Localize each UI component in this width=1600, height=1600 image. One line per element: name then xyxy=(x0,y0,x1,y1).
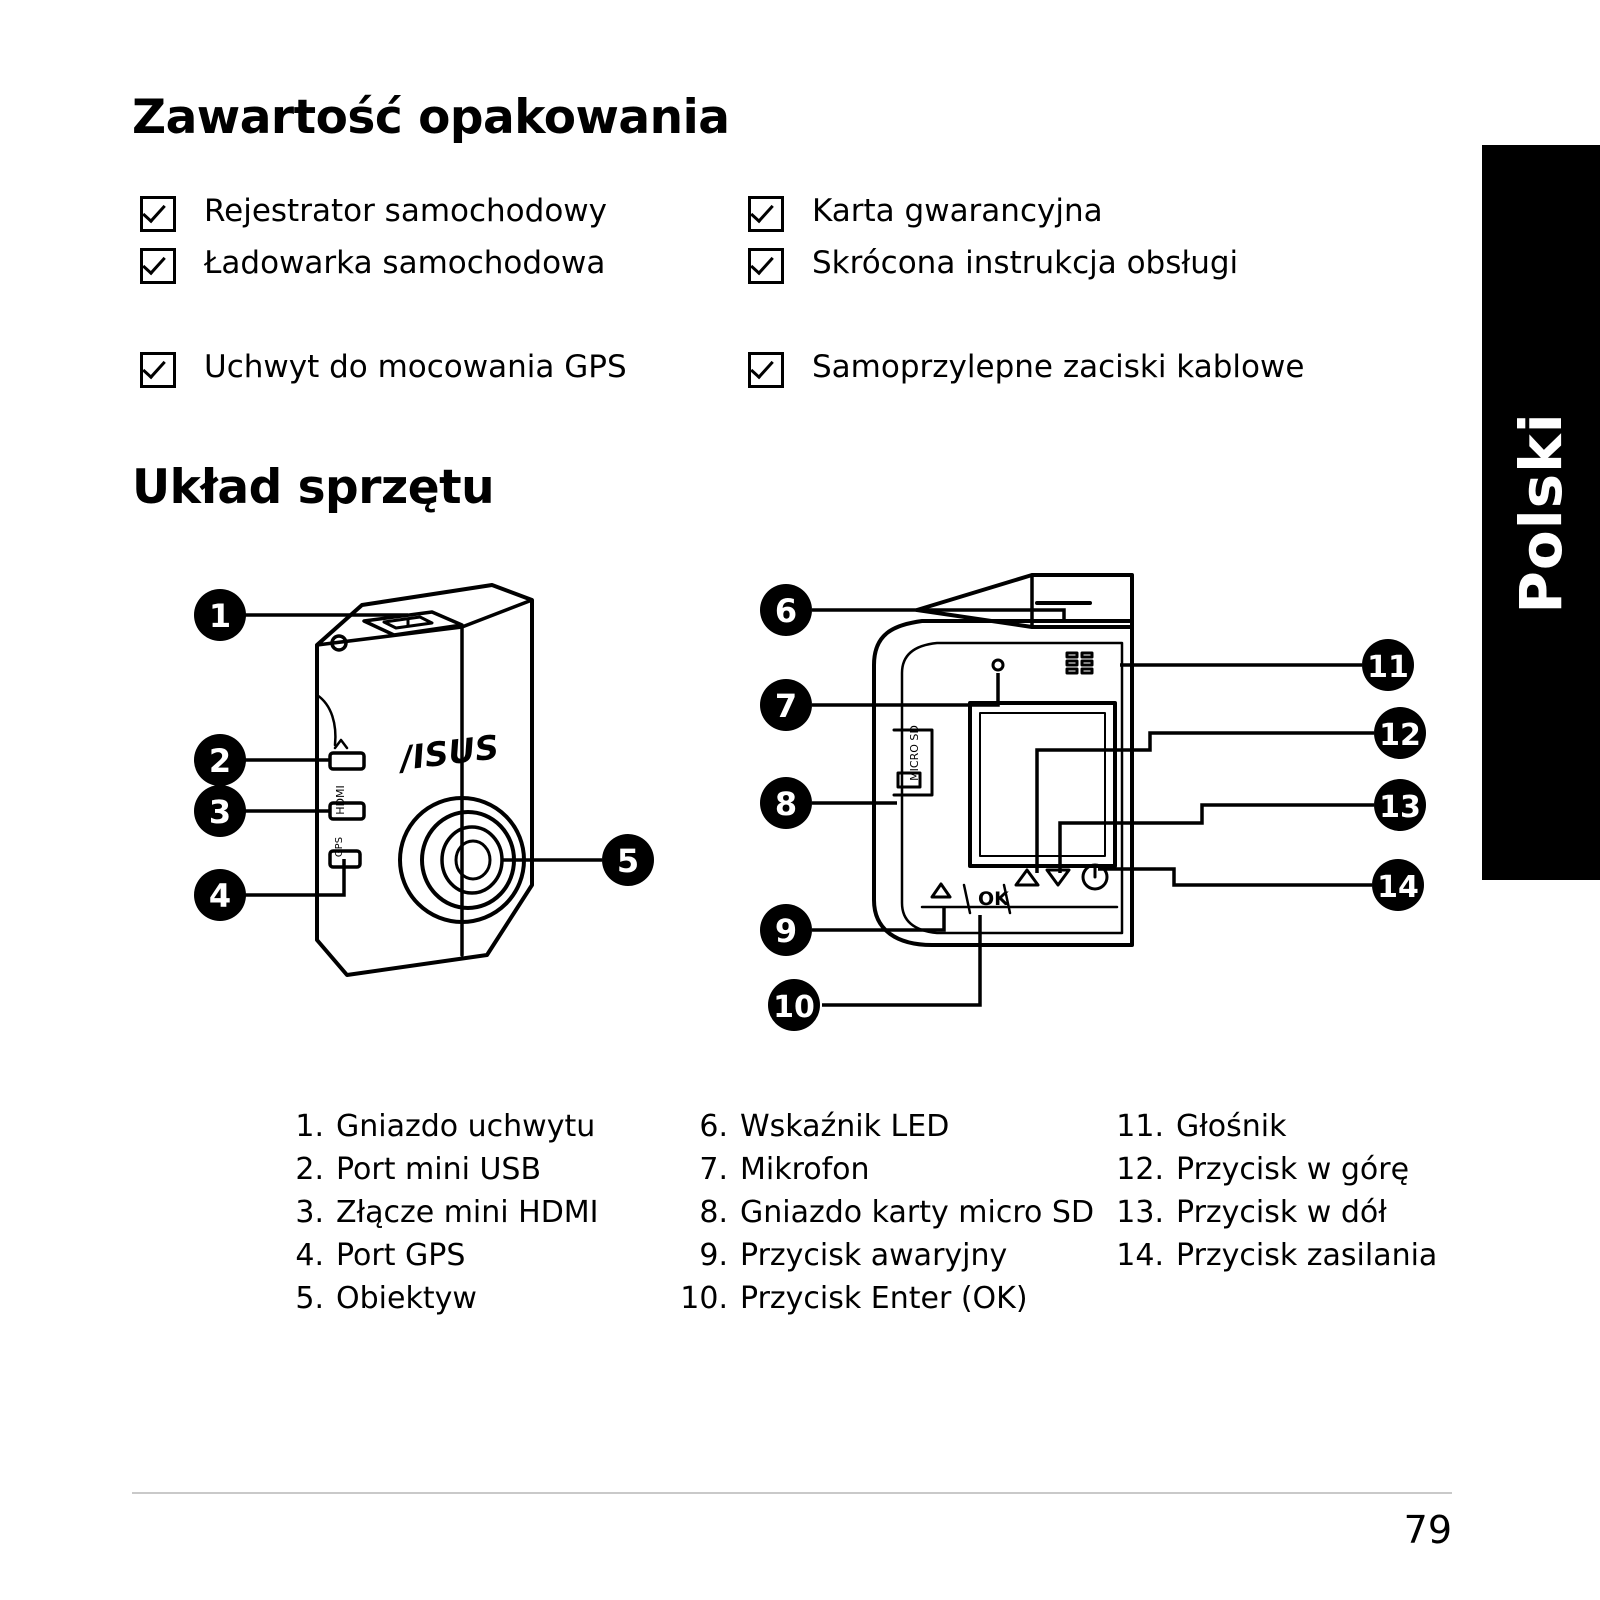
legend-number: 4. xyxy=(295,1238,324,1273)
legend-number: 11. xyxy=(1116,1109,1164,1144)
brand-mark: /ISUS xyxy=(398,727,501,778)
svg-text:8: 8 xyxy=(774,785,798,823)
legend-number: 12. xyxy=(1116,1152,1164,1187)
legend-number: 10. xyxy=(680,1281,728,1316)
callout-14 xyxy=(1372,859,1424,911)
callout-4 xyxy=(194,869,246,921)
legend-column-1 xyxy=(282,1105,682,1320)
legend-label: Przycisk w górę xyxy=(1176,1152,1410,1187)
legend-number: 5. xyxy=(295,1281,324,1316)
legend-item xyxy=(282,1148,682,1191)
legend-item xyxy=(1102,1148,1472,1191)
callout-11 xyxy=(1362,639,1414,691)
checklist-item[interactable] xyxy=(140,242,760,294)
legend-label: Gniazdo karty micro SD xyxy=(740,1195,1095,1230)
legend-label: Gniazdo uchwytu xyxy=(336,1109,596,1144)
legend-label: Przycisk w dół xyxy=(1176,1195,1387,1230)
legend-item xyxy=(1102,1105,1472,1148)
callout-2 xyxy=(194,734,246,786)
svg-text:2: 2 xyxy=(208,742,232,780)
legend-label: Przycisk awaryjny xyxy=(740,1238,1008,1273)
svg-text:3: 3 xyxy=(208,793,232,831)
legend-item xyxy=(672,1105,1092,1148)
callout-13 xyxy=(1374,779,1426,831)
svg-text:11: 11 xyxy=(1367,650,1409,685)
legend-label: Obiektyw xyxy=(336,1281,477,1316)
legend-number: 9. xyxy=(699,1238,728,1273)
checklist-item-label: Samoprzylepne zaciski kablowe xyxy=(812,349,1305,385)
legend-item xyxy=(672,1191,1095,1234)
legend-number: 7. xyxy=(699,1152,728,1187)
svg-text:5: 5 xyxy=(616,842,640,880)
legend-number: 14. xyxy=(1116,1238,1164,1273)
legend-number: 1. xyxy=(295,1109,324,1144)
package-contents-heading: Zawartość opakowania xyxy=(132,90,730,145)
footer-divider xyxy=(132,1492,1452,1494)
callout-8 xyxy=(760,777,812,829)
legend-item xyxy=(282,1191,682,1234)
svg-text:MICRO SD: MICRO SD xyxy=(908,725,921,781)
legend-label: Port mini USB xyxy=(336,1152,542,1187)
legend-item xyxy=(672,1234,1092,1277)
callout-3 xyxy=(194,785,246,837)
legend-number: 6. xyxy=(699,1109,728,1144)
checklist-item[interactable] xyxy=(140,346,760,398)
callout-12 xyxy=(1374,707,1426,759)
legend-label: Przycisk Enter (OK) xyxy=(740,1281,1028,1316)
legend-item xyxy=(282,1105,682,1148)
svg-text:1: 1 xyxy=(208,597,232,635)
callout-10 xyxy=(768,979,820,1031)
callout-1 xyxy=(194,589,246,641)
checkbox-checked-icon[interactable] xyxy=(748,196,784,232)
callout-9 xyxy=(760,904,812,956)
legend-item xyxy=(1102,1191,1472,1234)
legend-item xyxy=(282,1234,682,1277)
svg-text:6: 6 xyxy=(774,592,798,630)
language-label: Polski xyxy=(1507,411,1575,614)
checklist-item-label: Rejestrator samochodowy xyxy=(204,193,607,229)
callout-5 xyxy=(602,834,654,886)
legend-item xyxy=(282,1277,682,1320)
svg-text:4: 4 xyxy=(208,877,232,915)
svg-text:GPS: GPS xyxy=(334,836,345,858)
checklist-item[interactable] xyxy=(748,190,1428,242)
language-side-tab xyxy=(1482,145,1600,880)
checklist-item-label: Skrócona instrukcja obsługi xyxy=(812,245,1239,281)
svg-text:7: 7 xyxy=(774,687,798,725)
legend-item xyxy=(1102,1234,1472,1277)
legend-number: 3. xyxy=(295,1195,324,1230)
checkbox-checked-icon[interactable] xyxy=(748,352,784,388)
checklist-column-right xyxy=(748,190,1428,398)
checkbox-checked-icon[interactable] xyxy=(140,352,176,388)
callout-6 xyxy=(760,584,812,636)
callout-7 xyxy=(760,679,812,731)
svg-text:10: 10 xyxy=(773,990,815,1025)
checklist-column-left xyxy=(140,190,760,398)
svg-text:14: 14 xyxy=(1377,870,1419,905)
checklist-item-label: Uchwyt do mocowania GPS xyxy=(204,349,627,385)
legend-item xyxy=(672,1277,1092,1320)
svg-text:13: 13 xyxy=(1379,790,1421,825)
svg-text:OK: OK xyxy=(978,888,1009,910)
legend-column-2 xyxy=(672,1105,1095,1320)
legend-number: 13. xyxy=(1116,1195,1164,1230)
checklist-item-label: Ładowarka samochodowa xyxy=(204,245,606,281)
checklist-item[interactable] xyxy=(748,346,1428,398)
checklist-item[interactable] xyxy=(140,190,760,242)
checkbox-checked-icon[interactable] xyxy=(140,248,176,284)
checklist-item[interactable] xyxy=(748,242,1428,294)
checkbox-checked-icon[interactable] xyxy=(748,248,784,284)
legend-label: Port GPS xyxy=(336,1238,466,1273)
legend-label: Wskaźnik LED xyxy=(740,1109,950,1144)
hardware-layout-heading: Układ sprzętu xyxy=(132,460,495,515)
checklist-item-label: Karta gwarancyjna xyxy=(812,193,1103,229)
legend-item xyxy=(672,1148,1092,1191)
legend-column-3 xyxy=(1102,1105,1472,1277)
checkbox-checked-icon[interactable] xyxy=(140,196,176,232)
legend-label: Przycisk zasilania xyxy=(1176,1238,1438,1273)
legend-number: 2. xyxy=(295,1152,324,1187)
legend-label: Głośnik xyxy=(1176,1109,1287,1144)
svg-text:HDMI: HDMI xyxy=(334,785,347,815)
hardware-layout-diagram xyxy=(132,555,1452,1085)
legend-label: Złącze mini HDMI xyxy=(336,1195,599,1230)
svg-text:12: 12 xyxy=(1379,718,1421,753)
legend-number: 8. xyxy=(699,1195,728,1230)
svg-text:9: 9 xyxy=(774,912,798,950)
page-number: 79 xyxy=(1403,1508,1452,1552)
legend-label: Mikrofon xyxy=(740,1152,870,1187)
